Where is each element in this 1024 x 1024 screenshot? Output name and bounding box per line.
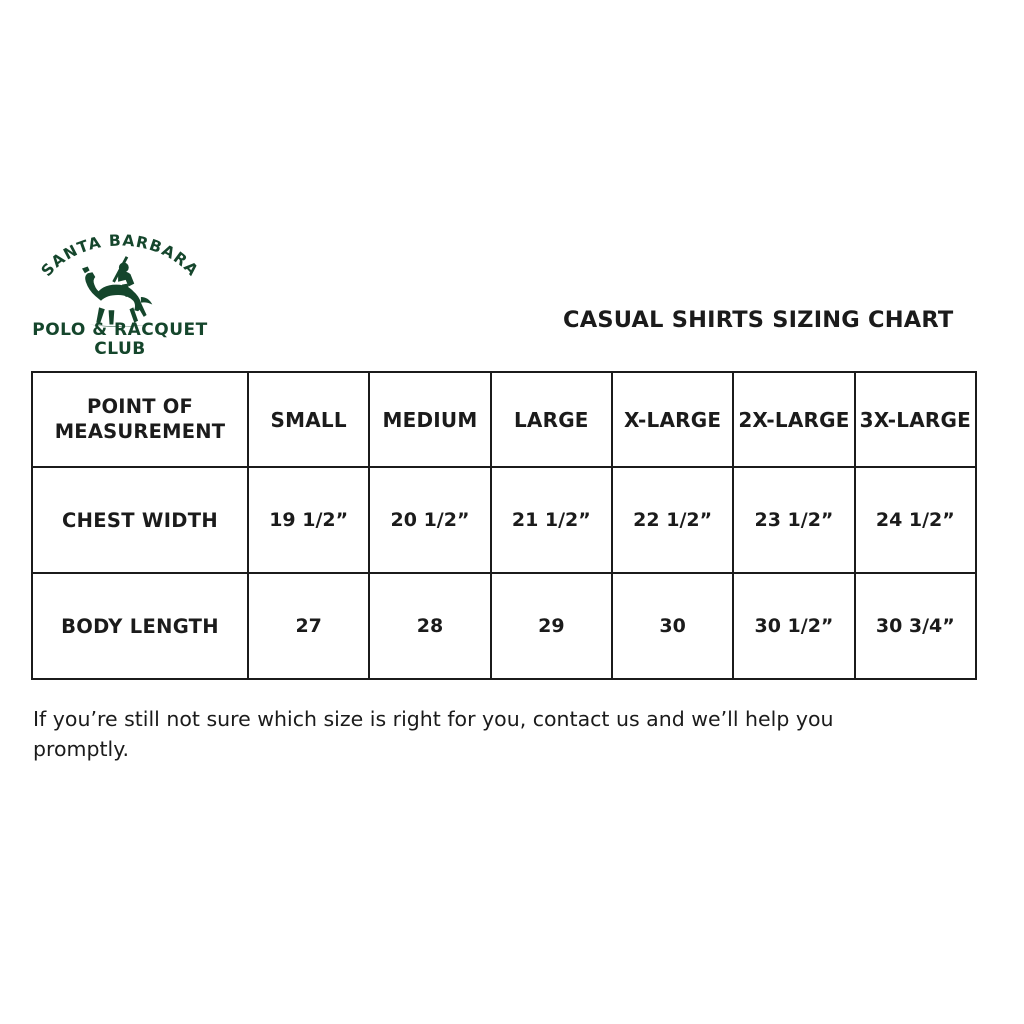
sizing-table-wrapper <box>31 371 977 680</box>
column-header-x-large: X-LARGE <box>612 372 733 467</box>
brand-logo <box>30 222 210 367</box>
cell-body-length-3x-large: 30 3/4” <box>855 573 976 679</box>
cell-body-length-large: 29 <box>491 573 612 679</box>
cell-body-length-small: 27 <box>248 573 369 679</box>
column-header-medium: MEDIUM <box>369 372 490 467</box>
cell-chest-width-small: 19 1/2” <box>248 467 369 573</box>
brand-line-3: CLUB <box>94 339 146 359</box>
cell-chest-width-medium: 20 1/2” <box>369 467 490 573</box>
cell-body-length-medium: 28 <box>369 573 490 679</box>
page-title: CASUAL SHIRTS SIZING CHART <box>563 307 954 333</box>
cell-chest-width-3x-large: 24 1/2” <box>855 467 976 573</box>
sizing-table <box>31 371 977 680</box>
table-row <box>32 467 976 573</box>
table-body <box>32 467 976 679</box>
row-label-chest-width: CHEST WIDTH <box>32 467 248 573</box>
cell-body-length-2x-large: 30 1/2” <box>733 573 854 679</box>
column-header-point-of-measurement: POINT OF MEASUREMENT <box>32 372 248 467</box>
table-header-row <box>32 372 976 467</box>
cell-chest-width-2x-large: 23 1/2” <box>733 467 854 573</box>
footnote-text: If you’re still not sure which size is right for you, contact us and we’ll help you promptly. <box>33 707 834 761</box>
polo-horse-rider-emblem-icon <box>30 222 210 367</box>
svg-text:SANTA BARBARA: SANTA BARBARA <box>37 231 203 280</box>
column-header-large: LARGE <box>491 372 612 467</box>
cell-body-length-x-large: 30 <box>612 573 733 679</box>
table-row <box>32 573 976 679</box>
cell-chest-width-large: 21 1/2” <box>491 467 612 573</box>
brand-line-2: POLO & RACQUET <box>32 320 208 340</box>
table-header <box>32 372 976 467</box>
column-header-2x-large: 2X-LARGE <box>733 372 854 467</box>
row-label-body-length: BODY LENGTH <box>32 573 248 679</box>
column-header-small: SMALL <box>248 372 369 467</box>
column-header-3x-large: 3X-LARGE <box>855 372 976 467</box>
cell-chest-width-x-large: 22 1/2” <box>612 467 733 573</box>
